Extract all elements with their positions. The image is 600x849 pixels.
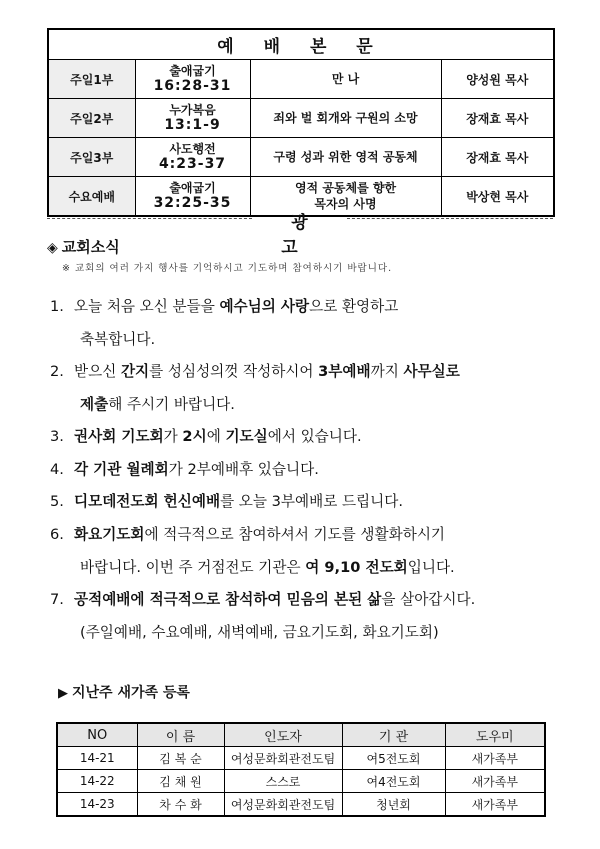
sermon-title-line: 죄와 벌 회개와 구원의 소망 [273, 111, 418, 125]
announcement-emphasis: 사무실로 [403, 363, 460, 380]
announcement-emphasis: 권사회 기도회 [74, 428, 164, 445]
newcomer-header-row [57, 723, 545, 747]
announcement-emphasis: 화요기도회 [74, 526, 145, 543]
table-cell: 14-21 [57, 747, 137, 770]
ads-heading-text: 광 고 [281, 213, 328, 258]
announcement-number: 4. [50, 461, 64, 478]
table-cell: 여성문화회관전도팀 [224, 793, 342, 817]
announcement-line [50, 297, 398, 317]
announcement-line [80, 395, 235, 415]
announcement-text: 까지 [370, 363, 404, 380]
announcement-emphasis: 예수님의 사랑 [219, 298, 310, 315]
announcement-text: 를 성심성의껏 작성하시어 [149, 363, 319, 380]
announcement-text: 으로 환영하고 [309, 298, 399, 315]
preacher-name: 양성원 목사 [441, 60, 554, 99]
preacher-name: 장재효 목사 [441, 138, 554, 177]
announcement-text: 입니다. [407, 559, 455, 576]
dashed-divider-left [47, 218, 252, 219]
announcement-emphasis: 간지 [120, 363, 150, 380]
table-cell: 14-22 [57, 770, 137, 793]
column-header: 이 름 [137, 723, 224, 747]
table-cell: 여4전도회 [342, 770, 445, 793]
announcement-text: 해 주시기 바랍니다. [108, 396, 235, 413]
announcement-emphasis: 디모데전도회 헌신예배 [74, 493, 221, 510]
announcement-text: 받으신 [74, 363, 121, 380]
scripture-book: 누가복음 [169, 103, 216, 117]
preacher-name: 박상현 목사 [441, 177, 554, 217]
table-cell: 새가족부 [445, 747, 545, 770]
announcement-text: (주일예배, 수요예배, 새벽예배, 금요기도회, 화요기도회) [80, 624, 439, 641]
table-row [57, 747, 545, 770]
announcement-text: 에 [206, 428, 226, 445]
service-name: 수요예배 [48, 177, 135, 217]
scripture [135, 60, 250, 99]
table-cell: 차 수 화 [137, 793, 224, 817]
sermon-title-line: 만 나 [331, 72, 360, 86]
scripture-book: 출애굽기 [169, 181, 216, 195]
announcement-emphasis: 2시 [182, 428, 207, 445]
table-cell: 청년회 [342, 793, 445, 817]
announcement-number: 5. [50, 493, 64, 510]
scripture-book: 출애굽기 [169, 64, 216, 78]
announcement-emphasis: 각 기관 월례회 [74, 461, 169, 478]
column-header: 기 관 [342, 723, 445, 747]
sermon-title-line: 영적 공동체를 향한 [294, 181, 397, 195]
column-header: 도우미 [445, 723, 545, 747]
announcement-emphasis: 3부예배 [318, 363, 371, 380]
sermon-title [250, 60, 441, 99]
sermon-row [48, 99, 554, 138]
preacher-name: 장재효 목사 [441, 99, 554, 138]
sermon-title [250, 99, 441, 138]
announcement-emphasis: 공적예배에 적극적으로 참석하여 믿음의 본된 삶 [74, 591, 382, 608]
dashed-divider-right [347, 218, 553, 219]
table-cell: 새가족부 [445, 793, 545, 817]
announcement-number: 1. [50, 298, 64, 315]
column-header: 인도자 [224, 723, 342, 747]
sermon-title-line: 목자의 사명 [314, 197, 377, 211]
announcement-number: 6. [50, 526, 64, 543]
table-cell: 스스로 [224, 770, 342, 793]
sermon-table [47, 28, 555, 217]
announcement-line [80, 623, 439, 643]
announcement-line [50, 427, 362, 447]
table-row [57, 770, 545, 793]
newcomer-heading-text: 지난주 새가족 등록 [72, 685, 190, 701]
newcomer-section-heading [58, 682, 190, 702]
announcement-line [50, 362, 460, 382]
church-news-heading [47, 236, 120, 257]
announcement-number: 3. [50, 428, 64, 445]
announcement-line [50, 460, 319, 480]
announcement-text: 가 2부예배후 있습니다. [168, 461, 319, 478]
announcement-emphasis: 제출 [80, 396, 109, 413]
newcomer-table [56, 722, 546, 817]
announcement-text: 를 오늘 3부예배로 드립니다. [220, 493, 403, 510]
announcement-text: 축복합니다. [80, 331, 156, 348]
sermon-row [48, 60, 554, 99]
announcement-text: 에서 있습니다. [267, 428, 362, 445]
scripture [135, 138, 250, 177]
church-news-note: ※ 교회의 여러 가지 행사를 기억하시고 기도하며 참여하시기 바랍니다. [62, 263, 393, 274]
announcement-text: 바랍니다. 이번 주 거점전도 기관은 [80, 559, 306, 576]
sermon-table-title: 예 배 본 문 [48, 29, 554, 60]
scripture-book: 사도행전 [169, 142, 216, 156]
announcement-number: 7. [50, 591, 64, 608]
scripture-reference: 13:1-9 [164, 117, 221, 133]
service-name: 주일3부 [48, 138, 135, 177]
table-cell: 김 복 순 [137, 747, 224, 770]
table-cell: 여5전도회 [342, 747, 445, 770]
announcement-line [80, 330, 155, 350]
announcement-text: 오늘 처음 오신 분들을 [74, 298, 220, 315]
diamond-bullet-icon: ◈ [47, 240, 58, 256]
announcement-text: 을 살아갑시다. [381, 591, 476, 608]
table-cell: 새가족부 [445, 770, 545, 793]
sermon-title-line: 구령 성과 위한 영적 공동체 [273, 150, 418, 164]
church-news-title: 교회소식 [61, 238, 120, 256]
service-name: 주일2부 [48, 99, 135, 138]
announcement-emphasis: 기도실 [225, 428, 268, 445]
scripture-reference: 32:25-35 [153, 195, 232, 211]
scripture [135, 99, 250, 138]
table-cell: 여성문화회관전도팀 [224, 747, 342, 770]
scripture-reference: 16:28-31 [153, 78, 232, 94]
announcement-line [50, 590, 475, 610]
scripture-reference: 4:23-37 [158, 156, 227, 172]
sermon-title [250, 138, 441, 177]
announcement-line [80, 558, 455, 578]
sermon-table-title-row [48, 29, 554, 60]
announcement-line [50, 492, 403, 512]
announcement-text: 가 [163, 428, 183, 445]
column-header: NO [57, 723, 137, 747]
sermon-row [48, 138, 554, 177]
table-row [57, 793, 545, 817]
announcement-emphasis: 여 9,10 전도회 [305, 559, 408, 576]
announcement-number: 2. [50, 363, 64, 380]
service-name: 주일1부 [48, 60, 135, 99]
announcement-line [50, 525, 445, 545]
table-cell: 14-23 [57, 793, 137, 817]
triangle-bullet-icon: ▶ [58, 686, 68, 701]
announcement-text: 에 적극적으로 참여하셔서 기도를 생활화하시기 [144, 526, 446, 543]
table-cell: 김 채 원 [137, 770, 224, 793]
